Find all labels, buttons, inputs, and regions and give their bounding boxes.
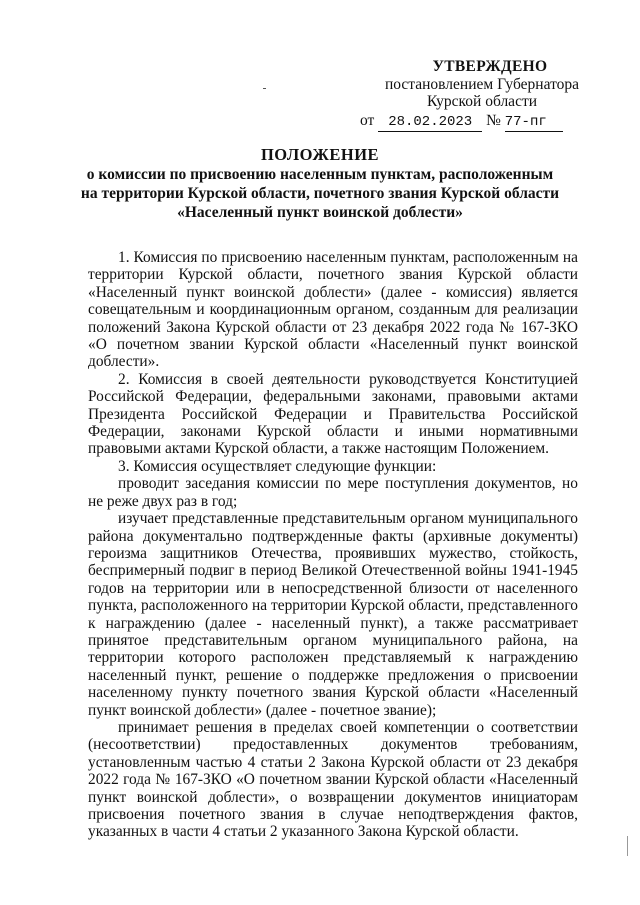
paragraph-2: 2. Комиссия в своей деятельности руководствуется Конституцией Российской Федерации, федеральными законами, правовыми актами Президента Российской Федерации и Правительства Российской Федерации, законами Курской области и иными нормативными правовыми актами Курской области, а также настоящим Положением. [88,370,578,458]
title-line-3: «Населенный пункт воинской доблести» [177,204,463,221]
approval-date-line [360,112,580,133]
approval-region: Курской области [426,93,538,110]
function-item-3: принимает решения в пределах своей компетенции о соответствии (несоответствии) предоставленных документов требованиям, установленным частью 4 статьи 2 Закона Курской области от 23 декабря 2022 года № 167-ЗКО «О почетном звании Курской области «Населенный пункт воинской доблести», о возвращении документов инициаторам присвоения почетного звания в случае неподтверждения фактов, указанных в части 4 статьи 2 указанного Закона Курской области. [88,718,578,841]
function-item-2: изучает представленные представительным органом муниципального района документально подтвержденные факты (архивные документы) героизма защитников Отечества, проявивших мужество, стойкость, беспримерный подвиг в период Великой Отечественной войны 1941-1945 годов на территории или в непосредственной близости от населенного пункта, расположенного на территории Курской области, представленного к награждению (далее - населенный пункт), а также рассматривает принятое представительным органом муниципального района, на территории которого расположен представляемый к награждению населенный пункт, решение о поддержке предложения о присвоении населенному пункту почетного звания Курской области «Населенный пункт воинской доблести» (далее - почетное звание); [88,510,578,719]
scan-speck [263,88,266,89]
title-line-2: на территории Курской области, почетного звания Курской области [80,185,560,202]
scan-edge-mark [627,836,628,856]
document-title [60,145,580,222]
approved-label: УТВЕРЖДЕНО [432,58,548,75]
approval-issuer: постановлением Губернатора [384,75,580,93]
from-label: от [360,111,375,129]
number-label: № [486,111,501,129]
paragraph-1: 1. Комиссия по присвоению населенным пунктам, расположенным на территории Курской области, почетного звания Курской области «Населенный пункт воинской доблести» (далее - комиссия) является совещательным и координационным органом, созданным для реализации положений Закона Курской области от 23 декабря 2022 года № 167-ЗКО «О почетном звании Курской области «Населенный пункт воинской доблести». [88,249,578,371]
paragraph-3: 3. Комиссия осуществляет следующие функции: [118,457,437,475]
approval-number: 77-пг [505,114,563,133]
title-line-1: о комиссии по присвоению населенным пунктам, расположенным [86,166,554,183]
approval-date: 28.02.2023 [378,114,482,133]
document-body [88,249,578,841]
function-item-1: проводит заседания комиссии по мере поступления документов, но не реже двух раз в год; [88,475,578,510]
title-heading: ПОЛОЖЕНИЕ [260,145,380,164]
approval-stamp [360,58,580,132]
